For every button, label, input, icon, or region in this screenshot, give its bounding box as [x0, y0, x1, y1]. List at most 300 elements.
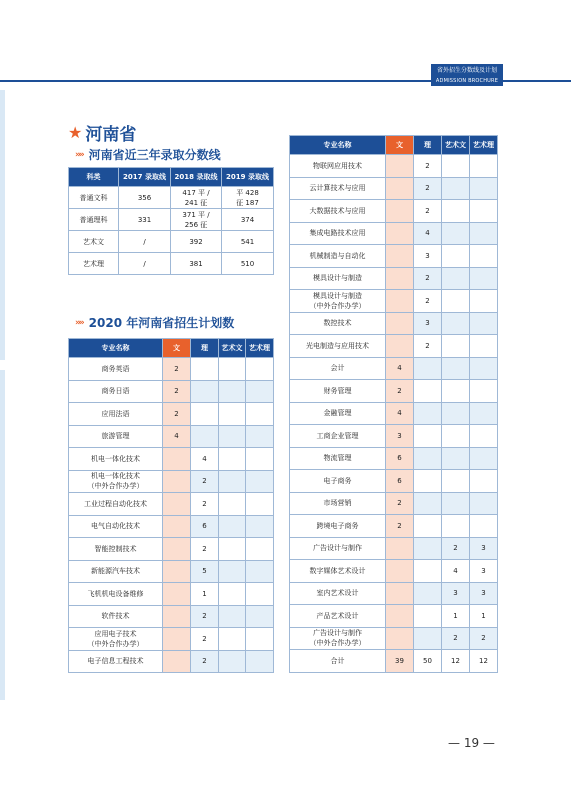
- cell-line: （中外合作办学）: [309, 639, 366, 648]
- cell-line: 商务日语: [101, 387, 130, 396]
- art-wen-cell: [219, 470, 246, 493]
- li-cell: 2: [414, 290, 442, 313]
- cell-line: 数控技术: [323, 319, 352, 328]
- chevron-icon: »»: [75, 317, 83, 328]
- wen-cell: [163, 515, 191, 538]
- table-row: [290, 627, 498, 650]
- table-row: [290, 222, 498, 245]
- cell-line: 产品艺术设计: [316, 611, 359, 620]
- cell-line: 财务管理: [323, 386, 352, 395]
- art-li-cell: [246, 628, 274, 651]
- wen-cell: [386, 537, 414, 560]
- table-row: [290, 402, 498, 425]
- wen-cell: 3: [386, 425, 414, 448]
- art-wen-cell: 12: [442, 650, 470, 673]
- major-name-cell: [290, 245, 386, 268]
- major-name-cell: [290, 425, 386, 448]
- major-name-cell: [290, 335, 386, 358]
- table-row: [69, 209, 274, 231]
- art-wen-cell: 2: [442, 537, 470, 560]
- table-row: [290, 177, 498, 200]
- art-li-cell: [246, 515, 274, 538]
- li-cell: 5: [191, 560, 219, 583]
- table-row: [290, 560, 498, 583]
- chevron-icon: »»: [75, 149, 83, 160]
- header-tag-title: 省外招生分数线及计划: [436, 67, 497, 74]
- art-wen-cell: [442, 155, 470, 178]
- art-li-cell: [470, 177, 498, 200]
- art-li-cell: [246, 650, 274, 673]
- major-name-cell: [290, 650, 386, 673]
- cell-line: 371 平 /: [182, 210, 210, 219]
- li-cell: 2: [191, 605, 219, 628]
- major-name-cell: [69, 605, 163, 628]
- column-header-art-li: 艺术理: [470, 136, 498, 155]
- major-name-cell: [290, 627, 386, 650]
- li-cell: 4: [414, 222, 442, 245]
- art-wen-cell: [442, 492, 470, 515]
- major-name-cell: [290, 155, 386, 178]
- major-name-cell: [69, 358, 163, 381]
- art-wen-cell: [219, 380, 246, 403]
- cell-line: 392: [189, 237, 203, 246]
- cell-line: 广告设计与制作: [313, 544, 362, 553]
- major-name-cell: [69, 560, 163, 583]
- table-row: [290, 605, 498, 628]
- art-wen-cell: [442, 245, 470, 268]
- major-name-cell: [69, 403, 163, 426]
- province-name: 河南省: [85, 124, 137, 145]
- art-wen-cell: [442, 312, 470, 335]
- score-2018-cell: [171, 187, 222, 209]
- cell-line: 256 征: [184, 220, 208, 229]
- wen-cell: [163, 470, 191, 493]
- art-wen-cell: [219, 515, 246, 538]
- art-li-cell: 12: [470, 650, 498, 673]
- table-row: [290, 357, 498, 380]
- cell-line: 集成电路技术应用: [309, 229, 366, 238]
- cell-line: 飞机机电设备维修: [87, 589, 144, 598]
- li-cell: [414, 492, 442, 515]
- score-2018-cell: [171, 253, 222, 275]
- table-row: [290, 582, 498, 605]
- art-li-cell: [246, 605, 274, 628]
- cell-line: （中外合作办学）: [309, 301, 366, 310]
- art-li-cell: [246, 403, 274, 426]
- cell-line: 工商企业管理: [316, 431, 359, 440]
- table-row: [69, 560, 274, 583]
- category-cell: 普通文科: [69, 187, 119, 209]
- major-name-cell: [69, 628, 163, 651]
- score-2017-cell: /: [119, 231, 171, 253]
- score-2019-cell: [222, 209, 274, 231]
- category-cell: 艺术理: [69, 253, 119, 275]
- wen-cell: 6: [386, 447, 414, 470]
- art-li-cell: [246, 493, 274, 516]
- wen-cell: 2: [386, 380, 414, 403]
- cell-line: 征 187: [236, 198, 259, 207]
- art-li-cell: [470, 155, 498, 178]
- li-cell: 2: [191, 470, 219, 493]
- li-cell: 3: [414, 312, 442, 335]
- major-name-cell: [69, 650, 163, 673]
- art-li-cell: [470, 222, 498, 245]
- table-row: [69, 425, 274, 448]
- art-li-cell: [470, 267, 498, 290]
- cell-line: 商务英语: [101, 364, 130, 373]
- art-li-cell: [470, 515, 498, 538]
- art-li-cell: [470, 380, 498, 403]
- table-row: [69, 583, 274, 606]
- li-cell: 2: [414, 200, 442, 223]
- art-wen-cell: [442, 447, 470, 470]
- li-cell: [191, 425, 219, 448]
- column-header-art-wen: 艺术文: [219, 339, 246, 358]
- li-cell: [414, 515, 442, 538]
- cell-line: 平 428: [236, 188, 259, 197]
- li-cell: 2: [414, 267, 442, 290]
- art-li-cell: [246, 448, 274, 471]
- star-icon: ★: [68, 122, 83, 142]
- art-li-cell: [470, 312, 498, 335]
- score-section-title: 河南省近三年录取分数线: [88, 148, 221, 162]
- wen-cell: [163, 583, 191, 606]
- table-row: [69, 231, 274, 253]
- cell-line: 光电制造与应用技术: [306, 341, 369, 350]
- wen-cell: [163, 650, 191, 673]
- art-li-cell: [470, 492, 498, 515]
- plan-section-heading: [75, 314, 234, 331]
- cell-line: 大数据技术与应用: [309, 206, 366, 215]
- cell-line: （中外合作办学）: [87, 482, 144, 491]
- art-wen-cell: [219, 403, 246, 426]
- art-li-cell: [470, 447, 498, 470]
- art-wen-cell: [219, 425, 246, 448]
- table-row: [69, 470, 274, 493]
- major-name-cell: [290, 492, 386, 515]
- art-wen-cell: [219, 560, 246, 583]
- cell-line: 物联网应用技术: [313, 161, 362, 170]
- wen-cell: [386, 335, 414, 358]
- plan-table-header: [290, 136, 498, 155]
- side-accent: [0, 370, 5, 700]
- wen-cell: 6: [386, 470, 414, 493]
- art-li-cell: [470, 470, 498, 493]
- art-wen-cell: [219, 538, 246, 561]
- wen-cell: [163, 538, 191, 561]
- major-name-cell: [290, 312, 386, 335]
- cell-line: 模具设计与制造: [313, 291, 362, 300]
- cell-line: （中外合作办学）: [87, 639, 144, 648]
- table-row: [290, 335, 498, 358]
- table-row: [69, 515, 274, 538]
- major-name-cell: [290, 290, 386, 313]
- wen-cell: [386, 222, 414, 245]
- table-row: [69, 358, 274, 381]
- major-name-cell: [69, 425, 163, 448]
- art-wen-cell: [442, 515, 470, 538]
- major-name-cell: [290, 222, 386, 245]
- table-row: [290, 470, 498, 493]
- major-name-cell: [69, 493, 163, 516]
- art-wen-cell: [442, 290, 470, 313]
- art-wen-cell: [442, 177, 470, 200]
- art-li-cell: [470, 357, 498, 380]
- column-header-wen: 文: [386, 136, 414, 155]
- table-row: [290, 515, 498, 538]
- score-section-heading: [75, 146, 221, 163]
- cell-line: 旅游管理: [101, 432, 130, 441]
- score-table-header: [69, 168, 274, 187]
- major-name-cell: [290, 560, 386, 583]
- li-cell: [414, 402, 442, 425]
- cell-line: 会计: [330, 364, 345, 373]
- li-cell: 2: [191, 493, 219, 516]
- art-wen-cell: [442, 425, 470, 448]
- wen-cell: [163, 560, 191, 583]
- cell-line: 广告设计与制作: [313, 629, 362, 638]
- li-cell: [414, 582, 442, 605]
- column-header-major: 专业名称: [290, 136, 386, 155]
- cell-line: 室内艺术设计: [316, 589, 359, 598]
- plan-section-title: 2020 年河南省招生计划数: [88, 316, 235, 330]
- wen-cell: [386, 245, 414, 268]
- wen-cell: 2: [163, 380, 191, 403]
- score-2019-cell: [222, 187, 274, 209]
- major-name-cell: [290, 267, 386, 290]
- table-row: [290, 492, 498, 515]
- cell-line: 374: [240, 215, 255, 224]
- table-row: [69, 448, 274, 471]
- li-cell: [414, 425, 442, 448]
- art-li-cell: [246, 425, 274, 448]
- art-wen-cell: 3: [442, 582, 470, 605]
- major-name-cell: [290, 470, 386, 493]
- wen-cell: 39: [386, 650, 414, 673]
- art-wen-cell: [442, 200, 470, 223]
- cell-line: 241 征: [184, 198, 208, 207]
- column-header: 科类: [69, 168, 119, 187]
- plan-table-left: [68, 338, 274, 673]
- li-cell: [414, 380, 442, 403]
- category-cell: 艺术文: [69, 231, 119, 253]
- score-2017-cell: /: [119, 253, 171, 275]
- major-name-cell: [69, 380, 163, 403]
- wen-cell: 4: [386, 357, 414, 380]
- province-heading: [68, 120, 136, 144]
- wen-cell: [386, 200, 414, 223]
- wen-cell: 2: [163, 403, 191, 426]
- cell-line: 市场营销: [323, 499, 352, 508]
- art-li-cell: 1: [470, 605, 498, 628]
- art-li-cell: 3: [470, 537, 498, 560]
- art-li-cell: [246, 583, 274, 606]
- art-li-cell: [470, 425, 498, 448]
- table-row: [290, 650, 498, 673]
- score-2018-cell: [171, 231, 222, 253]
- score-2017-cell: 356: [119, 187, 171, 209]
- cell-line: 电子信息工程技术: [87, 657, 144, 666]
- page-number: — 19 —: [448, 736, 495, 750]
- header-tag-subtitle: ADMISSION BROCHURE: [435, 78, 499, 84]
- column-header: 2017 录取线: [119, 168, 171, 187]
- cell-line: 模具设计与制造: [313, 274, 362, 283]
- art-wen-cell: 2: [442, 627, 470, 650]
- li-cell: [414, 447, 442, 470]
- score-2018-cell: [171, 209, 222, 231]
- art-li-cell: [246, 560, 274, 583]
- table-row: [69, 538, 274, 561]
- major-name-cell: [290, 582, 386, 605]
- cell-line: 应用电子技术: [94, 629, 137, 638]
- cell-line: 机电一体化技术: [91, 454, 140, 463]
- art-wen-cell: [442, 222, 470, 245]
- li-cell: 4: [191, 448, 219, 471]
- cell-line: 金融管理: [323, 409, 352, 418]
- li-cell: 2: [191, 650, 219, 673]
- table-row: [290, 537, 498, 560]
- table-row: [290, 312, 498, 335]
- score-2019-cell: [222, 253, 274, 275]
- art-li-cell: 3: [470, 582, 498, 605]
- table-row: [69, 628, 274, 651]
- art-li-cell: [470, 290, 498, 313]
- art-wen-cell: [219, 448, 246, 471]
- column-header-li: 理: [191, 339, 219, 358]
- table-row: [290, 425, 498, 448]
- wen-cell: [163, 605, 191, 628]
- column-header-major: 专业名称: [69, 339, 163, 358]
- wen-cell: 2: [163, 358, 191, 381]
- li-cell: 2: [414, 155, 442, 178]
- table-row: [69, 650, 274, 673]
- li-cell: [414, 627, 442, 650]
- wen-cell: [386, 155, 414, 178]
- major-name-cell: [290, 537, 386, 560]
- art-li-cell: [246, 358, 274, 381]
- major-name-cell: [290, 380, 386, 403]
- major-name-cell: [290, 357, 386, 380]
- table-row: [69, 187, 274, 209]
- major-name-cell: [290, 515, 386, 538]
- wen-cell: [163, 448, 191, 471]
- li-cell: 3: [414, 245, 442, 268]
- major-name-cell: [290, 447, 386, 470]
- art-li-cell: [470, 200, 498, 223]
- cell-line: 数字媒体艺术设计: [309, 566, 366, 575]
- cell-line: 417 平 /: [182, 188, 210, 197]
- side-accent: [0, 90, 5, 360]
- art-li-cell: [470, 245, 498, 268]
- wen-cell: [386, 627, 414, 650]
- wen-cell: [386, 177, 414, 200]
- header-tag: [431, 64, 503, 86]
- li-cell: [191, 358, 219, 381]
- cell-line: 云计算技术与应用: [309, 184, 366, 193]
- wen-cell: [163, 628, 191, 651]
- table-row: [290, 447, 498, 470]
- cell-line: 新能源汽车技术: [91, 567, 140, 576]
- column-header-wen: 文: [163, 339, 191, 358]
- wen-cell: [163, 493, 191, 516]
- li-cell: [191, 403, 219, 426]
- wen-cell: [386, 582, 414, 605]
- li-cell: 1: [191, 583, 219, 606]
- wen-cell: [386, 267, 414, 290]
- cell-line: 智能控制技术: [94, 544, 137, 553]
- cell-line: 机电一体化技术: [91, 472, 140, 481]
- cell-line: 电气自动化技术: [91, 522, 140, 531]
- li-cell: [414, 560, 442, 583]
- table-row: [290, 155, 498, 178]
- column-header: 2018 录取线: [171, 168, 222, 187]
- score-2017-cell: 331: [119, 209, 171, 231]
- table-row: [69, 605, 274, 628]
- cell-line: 跨境电子商务: [316, 521, 359, 530]
- art-li-cell: 3: [470, 560, 498, 583]
- major-name-cell: [290, 402, 386, 425]
- li-cell: [414, 357, 442, 380]
- li-cell: [414, 470, 442, 493]
- major-name-cell: [69, 470, 163, 493]
- cell-line: 合计: [330, 656, 345, 665]
- wen-cell: 2: [386, 492, 414, 515]
- major-name-cell: [69, 515, 163, 538]
- major-name-cell: [69, 538, 163, 561]
- cell-line: 电子商务: [323, 476, 352, 485]
- table-row: [290, 380, 498, 403]
- wen-cell: [386, 312, 414, 335]
- cell-line: 381: [189, 259, 203, 268]
- art-wen-cell: [442, 357, 470, 380]
- li-cell: 2: [414, 177, 442, 200]
- li-cell: 2: [414, 335, 442, 358]
- wen-cell: [386, 605, 414, 628]
- column-header-art-li: 艺术理: [246, 339, 274, 358]
- li-cell: 2: [191, 628, 219, 651]
- art-li-cell: [246, 538, 274, 561]
- cell-line: 机械制造与自动化: [309, 251, 366, 260]
- art-wen-cell: [219, 605, 246, 628]
- wen-cell: 4: [163, 425, 191, 448]
- column-header: 2019 录取线: [222, 168, 274, 187]
- table-row: [290, 290, 498, 313]
- art-li-cell: [470, 335, 498, 358]
- table-row: [69, 253, 274, 275]
- art-li-cell: 2: [470, 627, 498, 650]
- column-header-art-wen: 艺术文: [442, 136, 470, 155]
- art-wen-cell: [442, 402, 470, 425]
- art-wen-cell: [442, 335, 470, 358]
- cell-line: 应用法语: [101, 409, 130, 418]
- li-cell: [414, 605, 442, 628]
- cell-line: 物流管理: [323, 454, 352, 463]
- li-cell: 6: [191, 515, 219, 538]
- major-name-cell: [69, 583, 163, 606]
- art-wen-cell: 4: [442, 560, 470, 583]
- score-table: [68, 167, 274, 275]
- art-wen-cell: [442, 267, 470, 290]
- art-wen-cell: 1: [442, 605, 470, 628]
- wen-cell: 2: [386, 515, 414, 538]
- table-row: [290, 245, 498, 268]
- art-wen-cell: [219, 493, 246, 516]
- wen-cell: 4: [386, 402, 414, 425]
- art-wen-cell: [219, 358, 246, 381]
- art-wen-cell: [219, 583, 246, 606]
- major-name-cell: [290, 605, 386, 628]
- cell-line: 510: [240, 259, 255, 268]
